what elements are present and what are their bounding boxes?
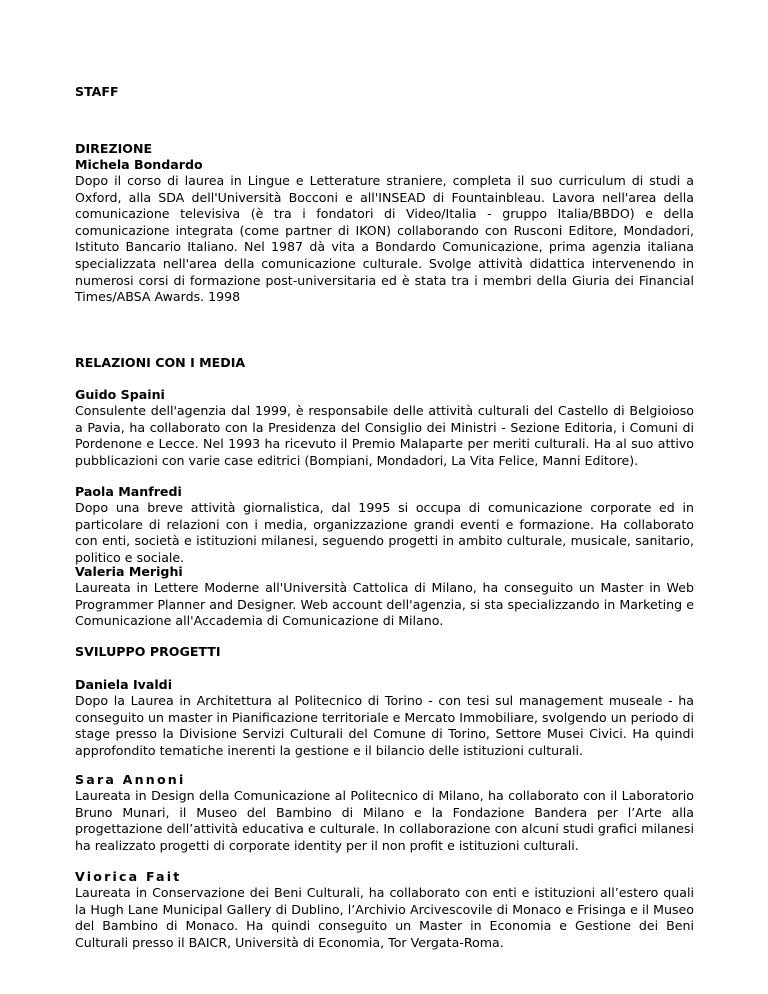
staff-name: Paola Manfredi	[75, 484, 182, 499]
staff-bio: Dopo una breve attività giornalistica, dal 1995 si occupa di comunicazione corporate ed in particolare di relazioni con i media, organizzazione grandi eventi e formazione. Ha collaborato con enti, società e istituzioni milanesi, seguendo progetti in ambito culturale, musicale, sanitario, politico e sociale.	[75, 500, 694, 565]
staff-entry-michela-bondardo	[75, 157, 694, 306]
staff-entry-sara-annoni	[75, 772, 694, 854]
staff-name: Sara Annoni	[75, 772, 186, 787]
section-heading-direzione: DIREZIONE	[75, 141, 153, 156]
document-title: STAFF	[75, 84, 119, 99]
staff-entry-daniela-ivaldi	[75, 677, 694, 759]
staff-entry-paola-manfredi	[75, 484, 694, 566]
staff-bio: Laureata in Conservazione dei Beni Culturali, ha collaborato con enti e istituzioni all’estero quali la Hugh Lane Municipal Gallery di Dublino, l’Archivio Arcivescovile di Monaco e Frisinga e il Museo del Bambino di Monaco. Ha quindi conseguito un Master in Economia e Gestione dei Beni Culturali presso il BAICR, Università di Economia, Tor Vergata-Roma.	[75, 885, 694, 950]
staff-name: Guido Spaini	[75, 387, 165, 402]
staff-name: Valeria Merighi	[75, 564, 183, 579]
staff-name: Daniela Ivaldi	[75, 677, 173, 692]
staff-entry-valeria-merighi	[75, 564, 694, 630]
staff-bio: Dopo il corso di laurea in Lingue e Letterature straniere, completa il suo curriculum di studi a Oxford, alla SDA dell'Università Bocconi e all'INSEAD di Fountainbleau. Lavora nell'area della comunicazione televisiva (è tra i fondatori di Video/Italia - gruppo Italia/BBDO) e della comunicazione integrata (come partner di IKON) collaborando con Rusconi Editore, Mondadori, Istituto Bancario Italiano. Nel 1987 dà vita a Bondardo Comunicazione, prima agenzia italiana specializzata nell'area della comunicazione culturale. Svolge attività didattica intervenendo in numerosi corsi di formazione post-universitaria ed è stata tra i membri della Giuria dei Financial Times/ABSA Awards. 1998	[75, 173, 694, 305]
staff-bio: Consulente dell'agenzia dal 1999, è responsabile delle attività culturali del Castello di Belgioioso a Pavia, ha collaborato con la Presidenza del Consiglio dei Ministri - Sezione Editoria, i Comuni di Pordenone e Lecce. Nel 1993 ha ricevuto il Premio Malaparte per meriti culturali. Ha al suo attivo pubblicazioni con varie case editrici (Bompiani, Mondadori, La Vita Felice, Manni Editore).	[75, 403, 694, 468]
staff-name: Viorica Fait	[75, 869, 182, 884]
staff-entry-guido-spaini	[75, 387, 694, 469]
section-heading-relazioni-con-i-media: RELAZIONI CON I MEDIA	[75, 355, 246, 370]
staff-bio: Dopo la Laurea in Architettura al Politecnico di Torino - con tesi sul management museale - ha conseguito un master in Pianificazione territoriale e Mercato Immobiliare, svolgendo un periodo di stage presso la Divisione Servizi Culturali del Comune di Torino, Settore Musei Civici. Ha quindi approfondito tematiche inerenti la gestione e il bilancio delle istituzioni culturali.	[75, 693, 694, 758]
staff-name: Michela Bondardo	[75, 157, 203, 172]
staff-entry-viorica-fait	[75, 869, 694, 951]
section-heading-sviluppo-progetti: SVILUPPO PROGETTI	[75, 644, 221, 659]
staff-bio: Laureata in Design della Comunicazione al Politecnico di Milano, ha collaborato con il Laboratorio Bruno Munari, il Museo del Bambino di Milano e la Fondazione Bandera per l’Arte alla progettazione dell’attività educativa e culturale. In collaborazione con alcuni studi grafici milanesi ha realizzato progetti di corporate identity per il non profit e istituzioni culturali.	[75, 788, 694, 853]
staff-bio: Laureata in Lettere Moderne all'Università Cattolica di Milano, ha conseguito un Master in Web Programmer Planner and Designer. Web account dell'agenzia, si sta specializzando in Marketing e Comunicazione all'Accademia di Comunicazione di Milano.	[75, 580, 694, 629]
